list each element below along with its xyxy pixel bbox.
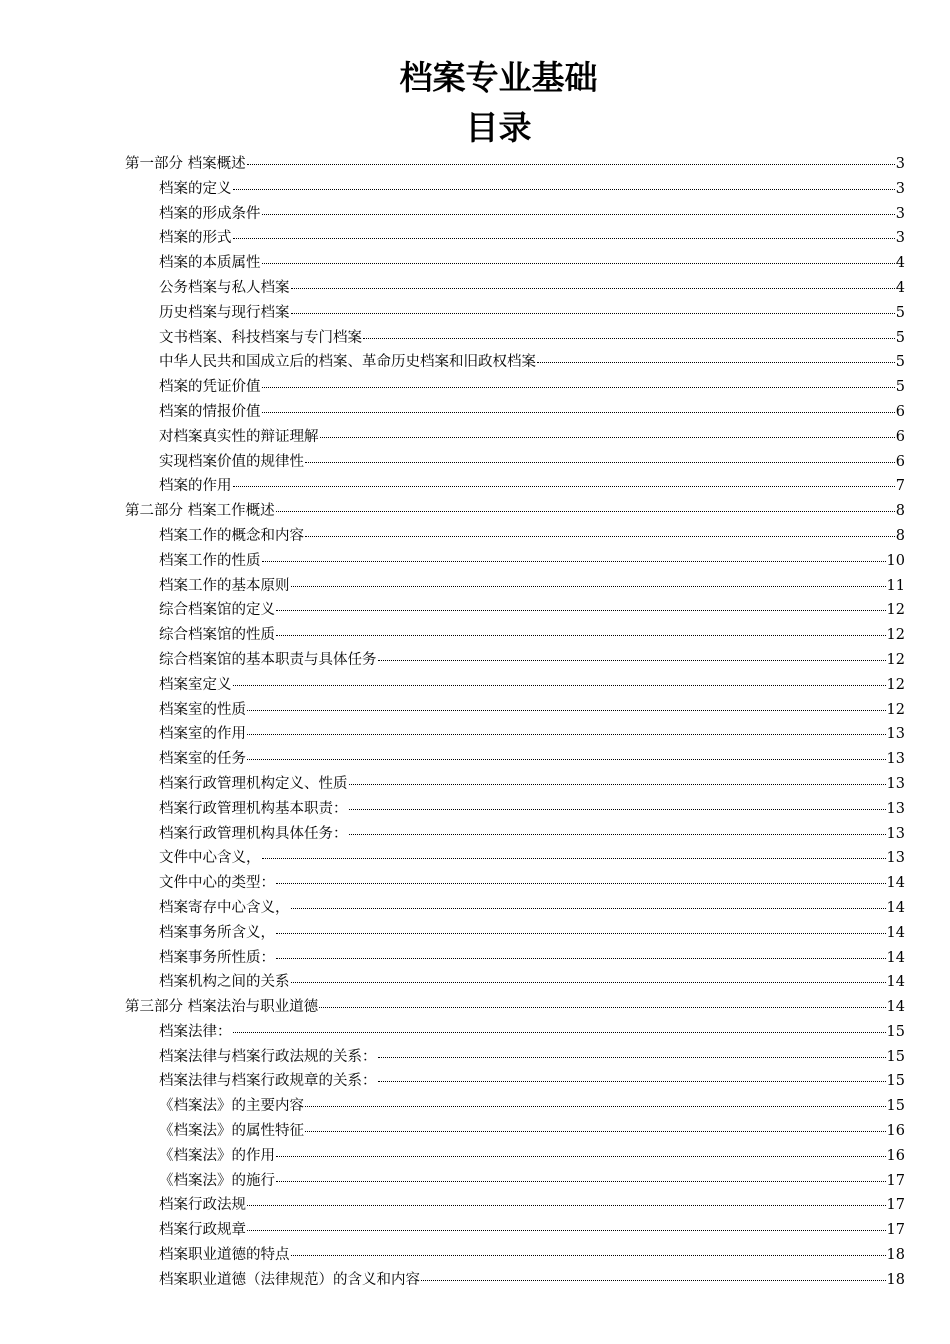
dot-leader	[276, 635, 886, 636]
toc-entry-label: 《档案法》的属性特征	[159, 1123, 304, 1140]
toc-entry-label: 综合档案馆的性质	[159, 627, 275, 644]
toc-entry-page-number: 14	[886, 949, 905, 966]
document-title: 档案专业基础	[399, 58, 598, 97]
toc-section-entry[interactable]	[125, 276, 905, 301]
dot-leader	[276, 1156, 886, 1157]
toc-section-entry[interactable]	[125, 177, 905, 202]
toc-entry-label: 档案的凭证价值	[159, 379, 261, 396]
toc-entry-label: 综合档案馆的定义	[159, 602, 275, 619]
toc-entry-page-number: 6	[895, 453, 905, 470]
toc-entry-label: 档案的形成条件	[159, 205, 261, 222]
toc-section-entry[interactable]	[125, 822, 905, 847]
toc-section-entry[interactable]	[125, 896, 905, 921]
dot-leader	[378, 660, 886, 661]
toc-entry-label: 档案行政规章	[159, 1222, 246, 1239]
toc-section-entry[interactable]	[125, 772, 905, 797]
dot-leader	[349, 809, 886, 810]
toc-section-entry[interactable]	[125, 1243, 905, 1268]
toc-entry-page-number: 8	[895, 503, 905, 520]
dot-leader	[305, 536, 895, 537]
dot-leader	[291, 908, 886, 909]
toc-entry-label: 文件中心的类型：	[159, 875, 275, 892]
dot-leader	[262, 858, 886, 859]
toc-part-entry[interactable]	[125, 995, 905, 1020]
toc-entry-label: 文书档案、科技档案与专门档案	[159, 329, 362, 346]
dot-leader	[276, 933, 886, 934]
toc-entry-page-number: 13	[886, 751, 905, 768]
toc-entry-page-number: 17	[886, 1222, 905, 1239]
toc-entry-label: 文件中心含义，	[159, 850, 261, 867]
toc-entry-label: 档案工作的概念和内容	[159, 527, 304, 544]
toc-section-entry[interactable]	[125, 797, 905, 822]
dot-leader	[291, 313, 895, 314]
toc-entry-label: 《档案法》的作用	[159, 1147, 275, 1164]
toc-entry-label: 档案职业道德的特点	[159, 1247, 290, 1264]
dot-leader	[291, 586, 886, 587]
toc-entry-page-number: 3	[895, 180, 905, 197]
toc-entry-page-number: 5	[895, 354, 905, 371]
toc-entry-label: 档案法律与档案行政规章的关系：	[159, 1073, 377, 1090]
toc-entry-page-number: 5	[895, 379, 905, 396]
dot-leader	[276, 511, 895, 512]
dot-leader	[233, 189, 895, 190]
dot-leader	[262, 263, 895, 264]
dot-leader	[349, 834, 886, 835]
toc-entry-page-number: 13	[886, 825, 905, 842]
toc-entry-page-number: 18	[886, 1271, 905, 1288]
dot-leader	[247, 1230, 886, 1231]
toc-section-entry[interactable]	[125, 1020, 905, 1045]
toc-entry-page-number: 7	[895, 478, 905, 495]
toc-entry-page-number: 3	[895, 156, 905, 172]
toc-section-entry[interactable]	[125, 375, 905, 400]
dot-leader	[305, 1106, 886, 1107]
toc-part-entry[interactable]	[125, 499, 905, 524]
toc-section-entry[interactable]	[125, 846, 905, 871]
dot-leader	[421, 1280, 886, 1281]
toc-entry-page-number: 15	[886, 1073, 905, 1090]
toc-entry-page-number: 13	[886, 850, 905, 867]
toc-entry-label: 档案的定义	[159, 180, 232, 197]
toc-entry-label: 档案事务所性质：	[159, 949, 275, 966]
toc-entry-page-number: 18	[886, 1247, 905, 1264]
toc-entry-page-number: 16	[886, 1123, 905, 1140]
toc-entry-label: 档案法律与档案行政法规的关系：	[159, 1048, 377, 1065]
toc-entry-page-number: 12	[886, 701, 905, 718]
toc-entry-label: 《档案法》的施行	[159, 1172, 275, 1189]
dot-leader	[349, 784, 886, 785]
dot-leader	[262, 214, 895, 215]
toc-section-entry[interactable]	[125, 350, 905, 375]
dot-leader	[276, 958, 886, 959]
toc-entry-page-number: 14	[886, 899, 905, 916]
toc-entry-page-number: 13	[886, 800, 905, 817]
toc-section-entry[interactable]	[125, 549, 905, 574]
toc-entry-label: 档案的情报价值	[159, 403, 261, 420]
toc-entry-page-number: 14	[886, 875, 905, 892]
toc-entry-label: 档案室的性质	[159, 701, 246, 718]
toc-entry-label: 档案室的任务	[159, 751, 246, 768]
toc-entry-label: 综合档案馆的基本职责与具体任务	[159, 651, 377, 668]
dot-leader	[378, 1081, 886, 1082]
toc-section-entry[interactable]	[125, 474, 905, 499]
toc-entry-page-number: 17	[886, 1172, 905, 1189]
toc-section-entry[interactable]	[125, 574, 905, 599]
toc-section-entry[interactable]	[125, 1045, 905, 1070]
toc-entry-label: 档案职业道德（法律规范）的含义和内容	[159, 1271, 420, 1288]
toc-section-entry[interactable]	[125, 673, 905, 698]
dot-leader	[291, 1255, 886, 1256]
toc-entry-label: 公务档案与私人档案	[159, 279, 290, 296]
toc-entry-label: 档案法律：	[159, 1023, 232, 1040]
toc-entry-page-number: 14	[886, 999, 905, 1016]
toc-section-entry[interactable]	[125, 623, 905, 648]
toc-section-entry[interactable]	[125, 921, 905, 946]
dot-leader	[305, 462, 895, 463]
toc-entry-label: 对档案真实性的辩证理解	[159, 428, 319, 445]
toc-section-entry[interactable]	[125, 1268, 905, 1293]
toc-section-entry[interactable]	[125, 598, 905, 623]
toc-entry-label: 中华人民共和国成立后的档案、革命历史档案和旧政权档案	[159, 354, 536, 371]
toc-entry-page-number: 6	[895, 403, 905, 420]
toc-section-entry[interactable]	[125, 524, 905, 549]
toc-entry-page-number: 10	[886, 552, 905, 569]
toc-entry-page-number: 17	[886, 1197, 905, 1214]
toc-entry-page-number: 16	[886, 1147, 905, 1164]
dot-leader	[247, 1205, 886, 1206]
toc-entry-label: 档案的作用	[159, 478, 232, 495]
toc-entry-page-number: 11	[886, 577, 905, 594]
toc-section-entry[interactable]	[125, 400, 905, 425]
toc-entry-page-number: 8	[895, 527, 905, 544]
toc-entry-page-number: 12	[886, 651, 905, 668]
toc-section-entry[interactable]	[125, 1069, 905, 1094]
dot-leader	[537, 362, 895, 363]
toc-section-entry[interactable]	[125, 946, 905, 971]
dot-leader	[305, 1131, 886, 1132]
toc-section-entry[interactable]	[125, 1193, 905, 1218]
toc-section-entry[interactable]	[125, 871, 905, 896]
dot-leader	[262, 561, 886, 562]
toc-entry-label: 档案行政法规	[159, 1197, 246, 1214]
toc-section-entry[interactable]	[125, 722, 905, 747]
dot-leader	[247, 734, 886, 735]
table-of-contents	[125, 152, 905, 1293]
toc-section-entry[interactable]	[125, 970, 905, 995]
toc-entry-label: 档案事务所含义，	[159, 924, 275, 941]
toc-entry-label: 档案室的作用	[159, 726, 246, 743]
toc-heading: 目录	[465, 108, 532, 147]
toc-entry-page-number: 14	[886, 924, 905, 941]
toc-entry-page-number: 15	[886, 1048, 905, 1065]
dot-leader	[320, 437, 895, 438]
toc-entry-page-number: 6	[895, 428, 905, 445]
toc-section-entry[interactable]	[125, 1144, 905, 1169]
dot-leader	[233, 238, 895, 239]
toc-section-entry[interactable]	[125, 202, 905, 227]
toc-entry-label: 档案的本质属性	[159, 255, 261, 272]
toc-entry-label: 第二部分 档案工作概述	[125, 503, 275, 520]
toc-entry-page-number: 14	[886, 974, 905, 991]
dot-leader	[291, 288, 895, 289]
toc-entry-page-number: 12	[886, 676, 905, 693]
dot-leader	[378, 1057, 886, 1058]
toc-entry-label: 档案行政管理机构具体任务：	[159, 825, 348, 842]
toc-entry-label: 档案行政管理机构定义、性质	[159, 775, 348, 792]
toc-section-entry[interactable]	[125, 326, 905, 351]
toc-section-entry[interactable]	[125, 1218, 905, 1243]
toc-section-entry[interactable]	[125, 251, 905, 276]
toc-entry-page-number: 4	[895, 279, 905, 296]
toc-entry-page-number: 4	[895, 255, 905, 272]
toc-entry-label: 档案室定义	[159, 676, 232, 693]
toc-entry-label: 档案工作的基本原则	[159, 577, 290, 594]
toc-section-entry[interactable]	[125, 747, 905, 772]
toc-entry-label: 档案的形式	[159, 230, 232, 247]
dot-leader	[276, 1181, 886, 1182]
dot-leader	[363, 338, 895, 339]
dot-leader	[262, 387, 895, 388]
toc-section-entry[interactable]	[125, 698, 905, 723]
dot-leader	[247, 759, 886, 760]
toc-entry-page-number: 13	[886, 726, 905, 743]
toc-entry-label: 档案寄存中心含义，	[159, 899, 290, 916]
toc-section-entry[interactable]	[125, 1094, 905, 1119]
toc-entry-page-number: 12	[886, 602, 905, 619]
toc-section-entry[interactable]	[125, 648, 905, 673]
toc-entry-label: 第三部分 档案法治与职业道德	[125, 999, 319, 1016]
toc-section-entry[interactable]	[125, 425, 905, 450]
toc-section-entry[interactable]	[125, 226, 905, 251]
toc-section-entry[interactable]	[125, 1169, 905, 1194]
dot-leader	[247, 710, 886, 711]
dot-leader	[233, 685, 886, 686]
toc-entry-page-number: 12	[886, 627, 905, 644]
toc-part-entry[interactable]	[125, 152, 905, 177]
toc-entry-page-number: 5	[895, 329, 905, 346]
toc-entry-label: 《档案法》的主要内容	[159, 1098, 304, 1115]
dot-leader	[291, 982, 886, 983]
dot-leader	[276, 883, 886, 884]
toc-entry-page-number: 13	[886, 775, 905, 792]
toc-entry-page-number: 5	[895, 304, 905, 321]
toc-entry-page-number: 15	[886, 1098, 905, 1115]
toc-section-entry[interactable]	[125, 1119, 905, 1144]
toc-section-entry[interactable]	[125, 301, 905, 326]
dot-leader	[276, 610, 886, 611]
toc-entry-page-number: 3	[895, 205, 905, 222]
toc-entry-label: 档案机构之间的关系	[159, 974, 290, 991]
dot-leader	[262, 412, 895, 413]
toc-entry-label: 实现档案价值的规律性	[159, 453, 304, 470]
dot-leader	[233, 1032, 886, 1033]
toc-entry-page-number: 15	[886, 1023, 905, 1040]
toc-entry-label: 历史档案与现行档案	[159, 304, 290, 321]
dot-leader	[319, 1007, 885, 1008]
dot-leader	[247, 164, 895, 165]
toc-entry-label: 档案行政管理机构基本职责：	[159, 800, 348, 817]
toc-entry-page-number: 3	[895, 230, 905, 247]
toc-entry-label: 档案工作的性质	[159, 552, 261, 569]
toc-section-entry[interactable]	[125, 450, 905, 475]
dot-leader	[233, 486, 895, 487]
toc-entry-label: 第一部分 档案概述	[125, 156, 246, 172]
